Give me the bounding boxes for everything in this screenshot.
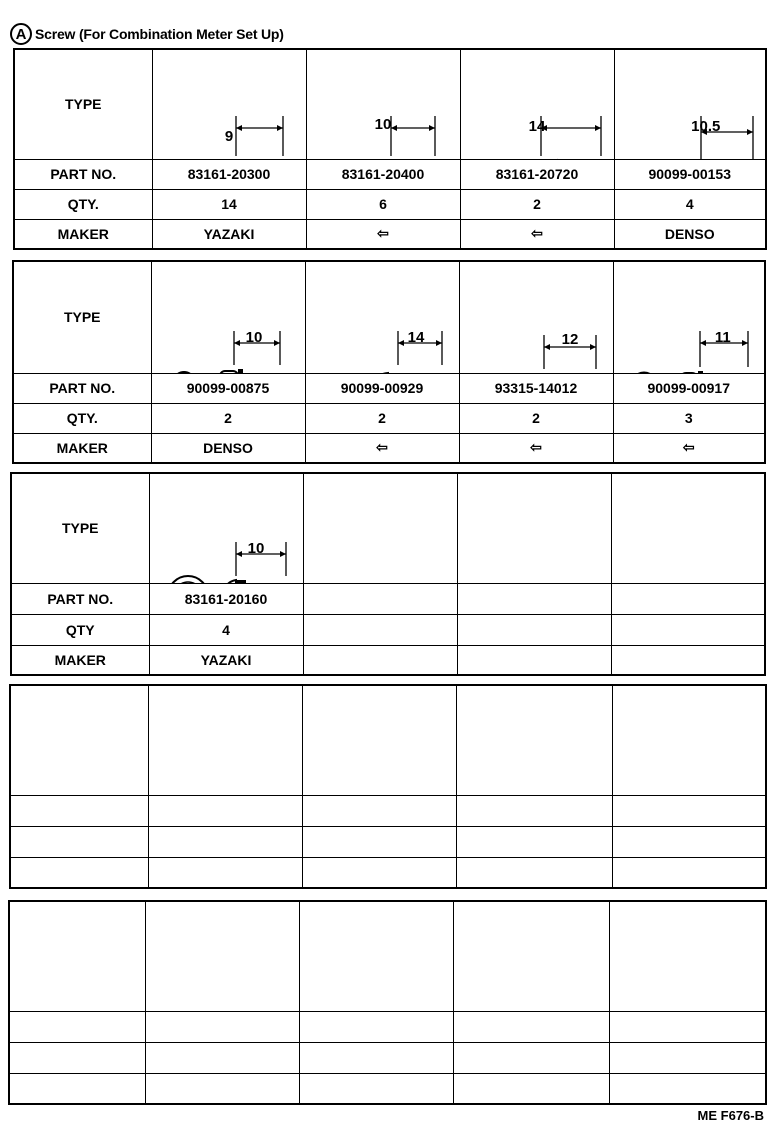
screw-type-cell (152, 49, 306, 159)
part-number-cell: 83161-20400 (306, 159, 460, 189)
empty-cell (612, 795, 766, 826)
qty-cell: 3 (613, 403, 765, 433)
empty-cell (148, 857, 302, 888)
screw-type-cell (151, 261, 305, 373)
empty-cell (611, 645, 765, 675)
empty-cell (457, 583, 611, 614)
row-label-part-no: PART NO. (11, 583, 149, 614)
empty-cell (612, 685, 766, 795)
qty-cell: 4 (614, 189, 766, 219)
screw-type-cell (459, 261, 613, 373)
empty-cell (453, 1011, 609, 1042)
maker-cell: ⇦ (305, 433, 459, 463)
empty-cell (302, 857, 456, 888)
parts-table-3 (10, 472, 766, 676)
section-title: Screw (For Combination Meter Set Up) (35, 26, 284, 42)
row-label-type: TYPE (14, 49, 152, 159)
empty-cell (612, 826, 766, 857)
screw-type-cell (460, 49, 614, 159)
part-number-cell: 83161-20300 (152, 159, 306, 189)
empty-cell (10, 826, 148, 857)
dimension-label: 9 (224, 128, 234, 146)
qty-cell: 2 (151, 403, 305, 433)
empty-cell (145, 1073, 299, 1104)
row-label-maker: MAKER (13, 433, 151, 463)
empty-cell (9, 1011, 145, 1042)
part-number-cell: 83161-20720 (460, 159, 614, 189)
maker-cell: DENSO (151, 433, 305, 463)
part-number-cell: 90099-00929 (305, 373, 459, 403)
screw-type-cell (614, 49, 766, 159)
empty-cell (456, 795, 612, 826)
empty-cell (457, 473, 611, 583)
empty-cell (302, 795, 456, 826)
row-label-part-no: PART NO. (14, 159, 152, 189)
empty-cell (303, 583, 457, 614)
qty-cell: 2 (459, 403, 613, 433)
empty-cell (457, 645, 611, 675)
part-number-cell: 90099-00917 (613, 373, 765, 403)
empty-cell (303, 473, 457, 583)
row-label-qty: QTY (11, 614, 149, 645)
dimension-label: 11 (714, 329, 731, 347)
row-label-part-no: PART NO. (13, 373, 151, 403)
empty-cell (9, 1042, 145, 1073)
empty-cell (302, 826, 456, 857)
empty-cell (9, 901, 145, 1011)
qty-cell: 14 (152, 189, 306, 219)
dimension-label: 10.5 (691, 118, 721, 136)
section-header (10, 20, 284, 48)
screw-type-cell (306, 49, 460, 159)
parts-table-2 (12, 260, 766, 464)
screw-type-cell (305, 261, 459, 373)
row-label-maker: MAKER (11, 645, 149, 675)
dimension-label: 10 (374, 116, 392, 134)
empty-cell (299, 901, 453, 1011)
empty-cell (148, 795, 302, 826)
parts-table-1 (13, 48, 767, 250)
empty-cell (611, 473, 765, 583)
row-label-maker: MAKER (14, 219, 152, 249)
dimension-label: 10 (247, 540, 265, 558)
empty-cell (456, 826, 612, 857)
maker-cell: YAZAKI (152, 219, 306, 249)
empty-cell (609, 1073, 766, 1104)
qty-cell: 6 (306, 189, 460, 219)
row-label-type: TYPE (11, 473, 149, 583)
dimension-label: 12 (561, 331, 579, 349)
row-label-qty: QTY. (13, 403, 151, 433)
parts-table-5-empty (8, 900, 767, 1105)
maker-cell: ⇦ (306, 219, 460, 249)
empty-cell (453, 1042, 609, 1073)
empty-cell (453, 1073, 609, 1104)
dimension-label: 14 (528, 118, 546, 136)
empty-cell (457, 614, 611, 645)
empty-cell (10, 685, 148, 795)
part-number-cell: 93315-14012 (459, 373, 613, 403)
empty-cell (609, 1011, 766, 1042)
maker-cell: ⇦ (459, 433, 613, 463)
dimension-label: 14 (407, 329, 425, 347)
part-number-cell: 83161-20160 (149, 583, 303, 614)
empty-cell (609, 1042, 766, 1073)
screw-type-cell (613, 261, 765, 373)
empty-cell (148, 685, 302, 795)
part-number-cell: 90099-00875 (151, 373, 305, 403)
empty-cell (148, 826, 302, 857)
empty-cell (611, 614, 765, 645)
empty-cell (453, 901, 609, 1011)
qty-cell: 2 (305, 403, 459, 433)
empty-cell (302, 685, 456, 795)
empty-cell (299, 1042, 453, 1073)
maker-cell: YAZAKI (149, 645, 303, 675)
empty-cell (145, 901, 299, 1011)
screw-type-cell (149, 473, 303, 583)
parts-table-4-empty (9, 684, 767, 889)
dimension-label: 10 (245, 329, 263, 347)
maker-cell: ⇦ (613, 433, 765, 463)
qty-cell: 4 (149, 614, 303, 645)
qty-cell: 2 (460, 189, 614, 219)
document-code: ME F676-B (697, 1108, 764, 1123)
empty-cell (611, 583, 765, 614)
empty-cell (456, 685, 612, 795)
empty-cell (145, 1042, 299, 1073)
empty-cell (609, 901, 766, 1011)
part-number-cell: 90099-00153 (614, 159, 766, 189)
empty-cell (9, 1073, 145, 1104)
empty-cell (303, 645, 457, 675)
empty-cell (303, 614, 457, 645)
empty-cell (299, 1011, 453, 1042)
row-label-type: TYPE (13, 261, 151, 373)
section-letter-circle: A (10, 23, 32, 45)
maker-cell: ⇦ (460, 219, 614, 249)
empty-cell (299, 1073, 453, 1104)
row-label-qty: QTY. (14, 189, 152, 219)
empty-cell (612, 857, 766, 888)
empty-cell (10, 857, 148, 888)
maker-cell: DENSO (614, 219, 766, 249)
empty-cell (456, 857, 612, 888)
empty-cell (10, 795, 148, 826)
empty-cell (145, 1011, 299, 1042)
